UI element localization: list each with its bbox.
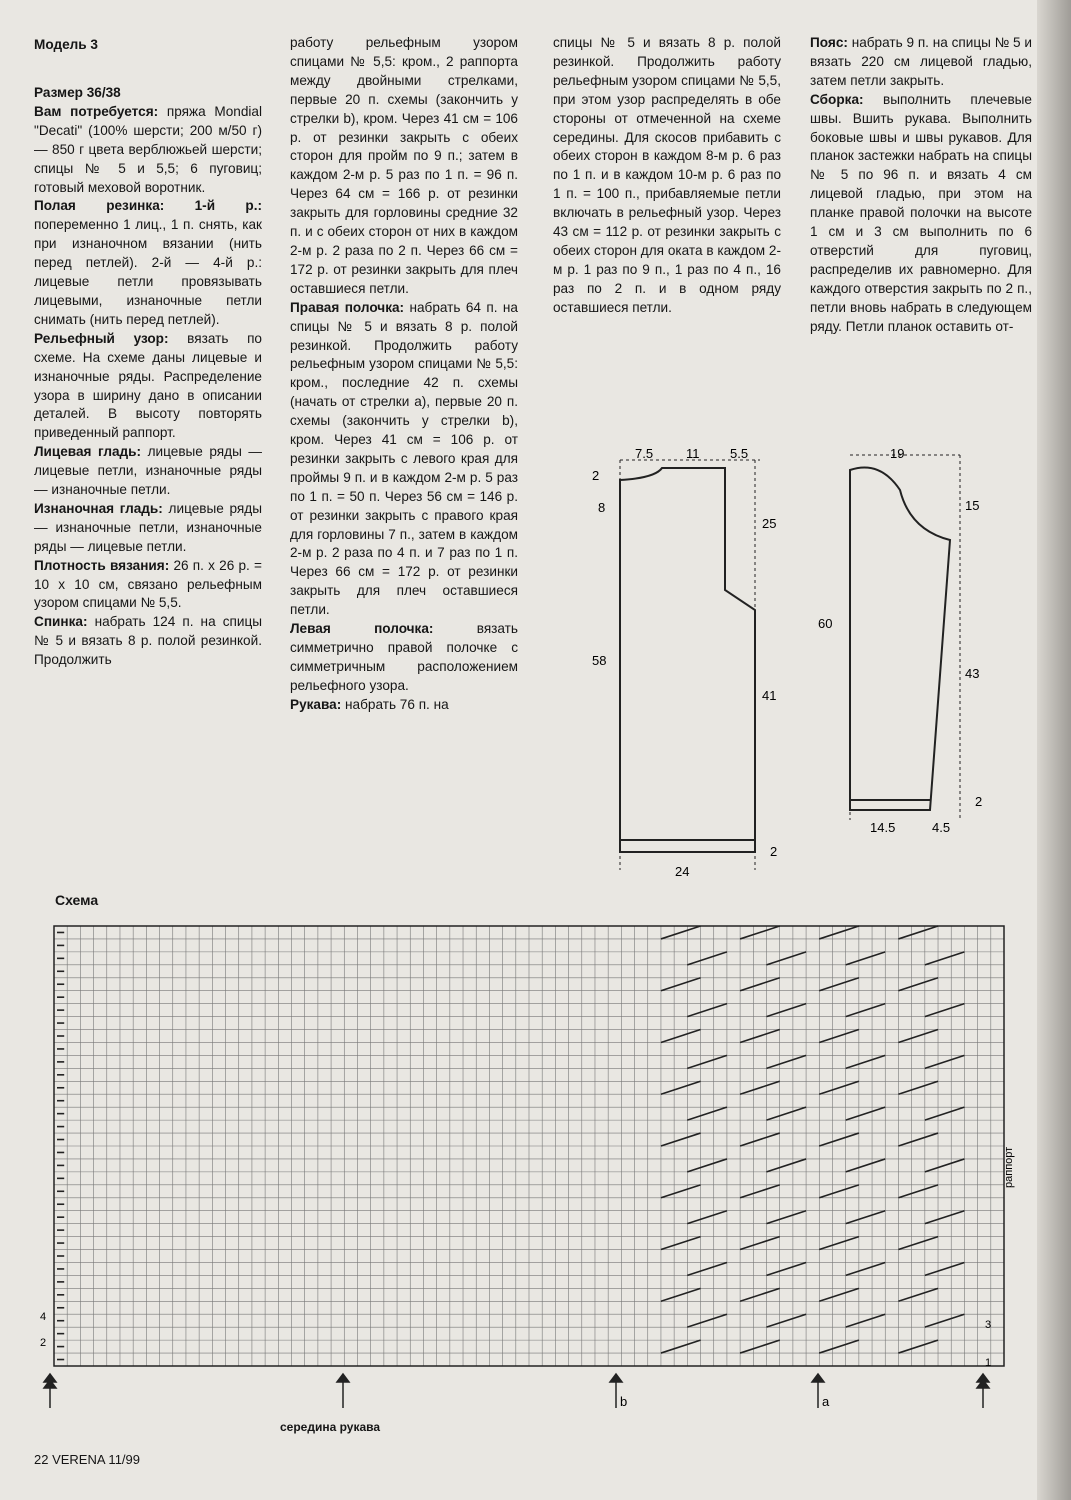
paragraph-text: спицы № 5 и вязать 8 р. полой резинкой. Продолжить работу рельефным узором спицами № 5,5, при этом узор распределять в обе стороны от отмеченной на схеме середины. Для скосов прибавить с обеих сторон в каждом 8-м р. 6 раз по 1 п. и в каждом 10-м р. 6 раз по 1 п. = 100 п., прибавляемые петли включать в рельефный узор. Через 43 см = 112 р. от резинки закрыть с обеих сторон для оката в каждом 2-м р. 1 раз по 9 п., 1 раз по 4 п., 16 раз по 2 п. и в одном ряду оставшиеся петли.	[553, 35, 781, 315]
dim-4-5: 4.5	[932, 820, 951, 835]
text-column-2	[290, 34, 518, 715]
dim-60: 60	[818, 616, 833, 631]
dim-8: 8	[598, 500, 606, 515]
page-footer: 22 VERENA 11/99	[34, 1452, 140, 1467]
paragraph-text: вязать симметрично правой полочке с симметричным расположением рельефного узора.	[290, 621, 518, 693]
dim-top-left: 7.5	[635, 446, 654, 461]
paragraph-heading: Левая полочка:	[290, 621, 434, 637]
paragraph-heading: Лицевая гладь:	[34, 444, 142, 460]
col1-paragraphs	[34, 103, 262, 670]
paragraph-heading: Правая полочка:	[290, 299, 405, 315]
col1-paragraph	[34, 500, 262, 557]
col2-paragraph	[290, 34, 518, 299]
dim-41: 41	[762, 688, 777, 703]
paragraph-text: набрать 76 п. на	[341, 696, 449, 712]
text-column-1	[34, 84, 262, 670]
paragraph-heading: Плотность вязания:	[34, 557, 170, 573]
text-column-4	[810, 34, 1032, 337]
col1-paragraph	[34, 197, 262, 329]
knitting-chart	[30, 918, 1030, 1418]
row-label-3: 3	[985, 1319, 992, 1331]
row-label-2: 2	[40, 1337, 47, 1349]
paragraph-heading: Пояс:	[810, 35, 848, 50]
dim-top-right: 5.5	[730, 446, 749, 461]
dim-2-top: 2	[592, 468, 600, 483]
paragraph-heading: Вам потребуется:	[34, 103, 159, 119]
paragraph-text: набрать 9 п. на спицы № 5 и вязать 220 см лицевой гладью, затем петли закрыть.	[810, 35, 1032, 88]
paragraph-heading: Сборка:	[810, 91, 864, 107]
page-edge-shadow	[1037, 0, 1071, 1500]
sleeve-pattern-diagram	[810, 440, 990, 840]
paragraph-text: набрать 124 п. на спицы № 5 и вязать 8 р. полой резинкой. Продолжить	[34, 614, 262, 668]
dim-25: 25	[762, 516, 777, 531]
col1-paragraph	[34, 330, 262, 443]
dim-15: 15	[965, 498, 980, 513]
body-pattern-diagram	[580, 440, 800, 890]
paragraph-text: пряжа Mondial "Decati" (100% шерсти; 200 м/50 г) — 850 г цвета верблюжьей шерсти; спицы № 5 и 5,5; 6 пуговиц; готовый меховой воротник.	[34, 103, 262, 195]
col1-paragraph	[34, 103, 262, 198]
paragraph-heading: Изнаночная гладь:	[34, 500, 163, 516]
paragraph-text: лицевые ряды — лицевые петли, изнаночные ряды — изнаночные петли.	[34, 444, 263, 498]
paragraph-text: набрать 64 п. на спицы № 5 и вязать 8 р. полой резинкой. Продолжить работу рельефным узором спицами № 5,5: кром., последние 42 п. схемы (начать от стрелки a), первые 20 п. схемы (закончить у стрелки b), кром. Через 41 см = 106 р. от резинки закрыть с левого края для проймы 9 п. и в каждом 2-м р. 5 раз по 1 п. = 50 п. Через 56 см = 146 р. от резинки закрыть с правого края для горловины 7 п., затем в каждом 2-м р. 2 раза по 4 п. и 7 раз по 1 п. Через 66 см = 172 р. от резинки закрыть для плеч оставшиеся петли.	[290, 299, 518, 618]
arrow-b-label: b	[620, 1394, 628, 1409]
dim-58: 58	[592, 653, 607, 668]
dim-24: 24	[675, 864, 690, 879]
col4-paragraph	[810, 91, 1032, 337]
paragraph-heading: Полая резинка: 1-й р.:	[34, 198, 262, 214]
size-label: Размер 36/38	[34, 85, 121, 100]
dim-14-5: 14.5	[870, 820, 896, 835]
paragraph-heading: Рукава:	[290, 696, 342, 712]
rapport-label: раппорт	[1003, 1146, 1015, 1188]
col2-paragraph	[290, 299, 518, 620]
col1-paragraph	[34, 613, 262, 670]
text-column-3	[553, 34, 781, 318]
paragraph-text: 26 п. х 26 р. = 10 х 10 см, связано рельефным узором спицами № 5,5.	[34, 557, 262, 611]
paragraph-text: попеременно 1 лиц., 1 п. снять, как при изнаночном вязании (нить перед петлей). 2-й — 4-й р.: лицевые петли провязывать лицевыми, изнаночные петли снимать (нить перед петлей).	[34, 217, 262, 327]
row-label-1: 1	[985, 1357, 992, 1369]
dim-43: 43	[965, 666, 980, 681]
col2-paragraph	[290, 620, 518, 696]
paragraph-text: лицевые ряды — изнаночные петли, изнаночные ряды — лицевые петли.	[34, 500, 262, 554]
col2-paragraph	[290, 696, 518, 715]
paragraph-heading: Спинка:	[34, 614, 88, 630]
row-label-4: 4	[40, 1311, 47, 1323]
arrow-a-label: a	[822, 1394, 830, 1409]
col3-paragraph	[553, 34, 781, 318]
col4-paragraph	[810, 34, 1032, 91]
paragraph-heading: Рельефный узор:	[34, 330, 169, 346]
paragraph-text: выполнить плечевые швы. Вшить рукава. Выполнить боковые швы и швы рукавов. Для планок застежки набрать на спицы № 5 по 96 п. и вязать 4 см лицевой гладью, при этом на планке правой полочки на высоте 1 см и 3 см выполнить по 6 отверстий для пуговиц, распределив их равномерно. Для каждого отверстия закрыть по 2 п., петли вновь набрать в следующем ряду. Петли планок оставить от-	[810, 91, 1032, 334]
col1-paragraph	[34, 443, 262, 500]
page-title: Модель 3	[34, 37, 98, 52]
dim-top-mid: 11	[686, 446, 700, 461]
paragraph-text: вязать по схеме. На схеме даны лицевые и изнаночные ряды. Распределение узора в ширину дано в описании деталей. В высоту повторять приведенный раппорт.	[34, 330, 262, 441]
dim-2-bot: 2	[770, 844, 778, 859]
scheme-title: Схема	[55, 892, 99, 908]
col1-paragraph	[34, 557, 262, 614]
middle-of-sleeve-label: середина рукава	[280, 1420, 381, 1434]
paragraph-text: работу рельефным узором спицами № 5,5: кром., 2 раппорта между двойными стрелками, первые 20 п. схемы (закончить у стрелки b), кром. Через 41 см = 106 р. от резинки закрыть с обеих сторон для пройм по 9 п.; затем в каждом 2-м р. 5 раз по 1 п. = 96 п. Через 64 см = 166 р. от резинки закрыть для горловины средние 32 п. и с обеих сторон от них в каждом 2-м р. 2 раза по 2 п. Через 66 см = 172 р. от резинки закрыть для плеч оставшиеся петли.	[290, 35, 518, 296]
dim-2: 2	[975, 794, 983, 809]
dim-19: 19	[890, 446, 905, 461]
